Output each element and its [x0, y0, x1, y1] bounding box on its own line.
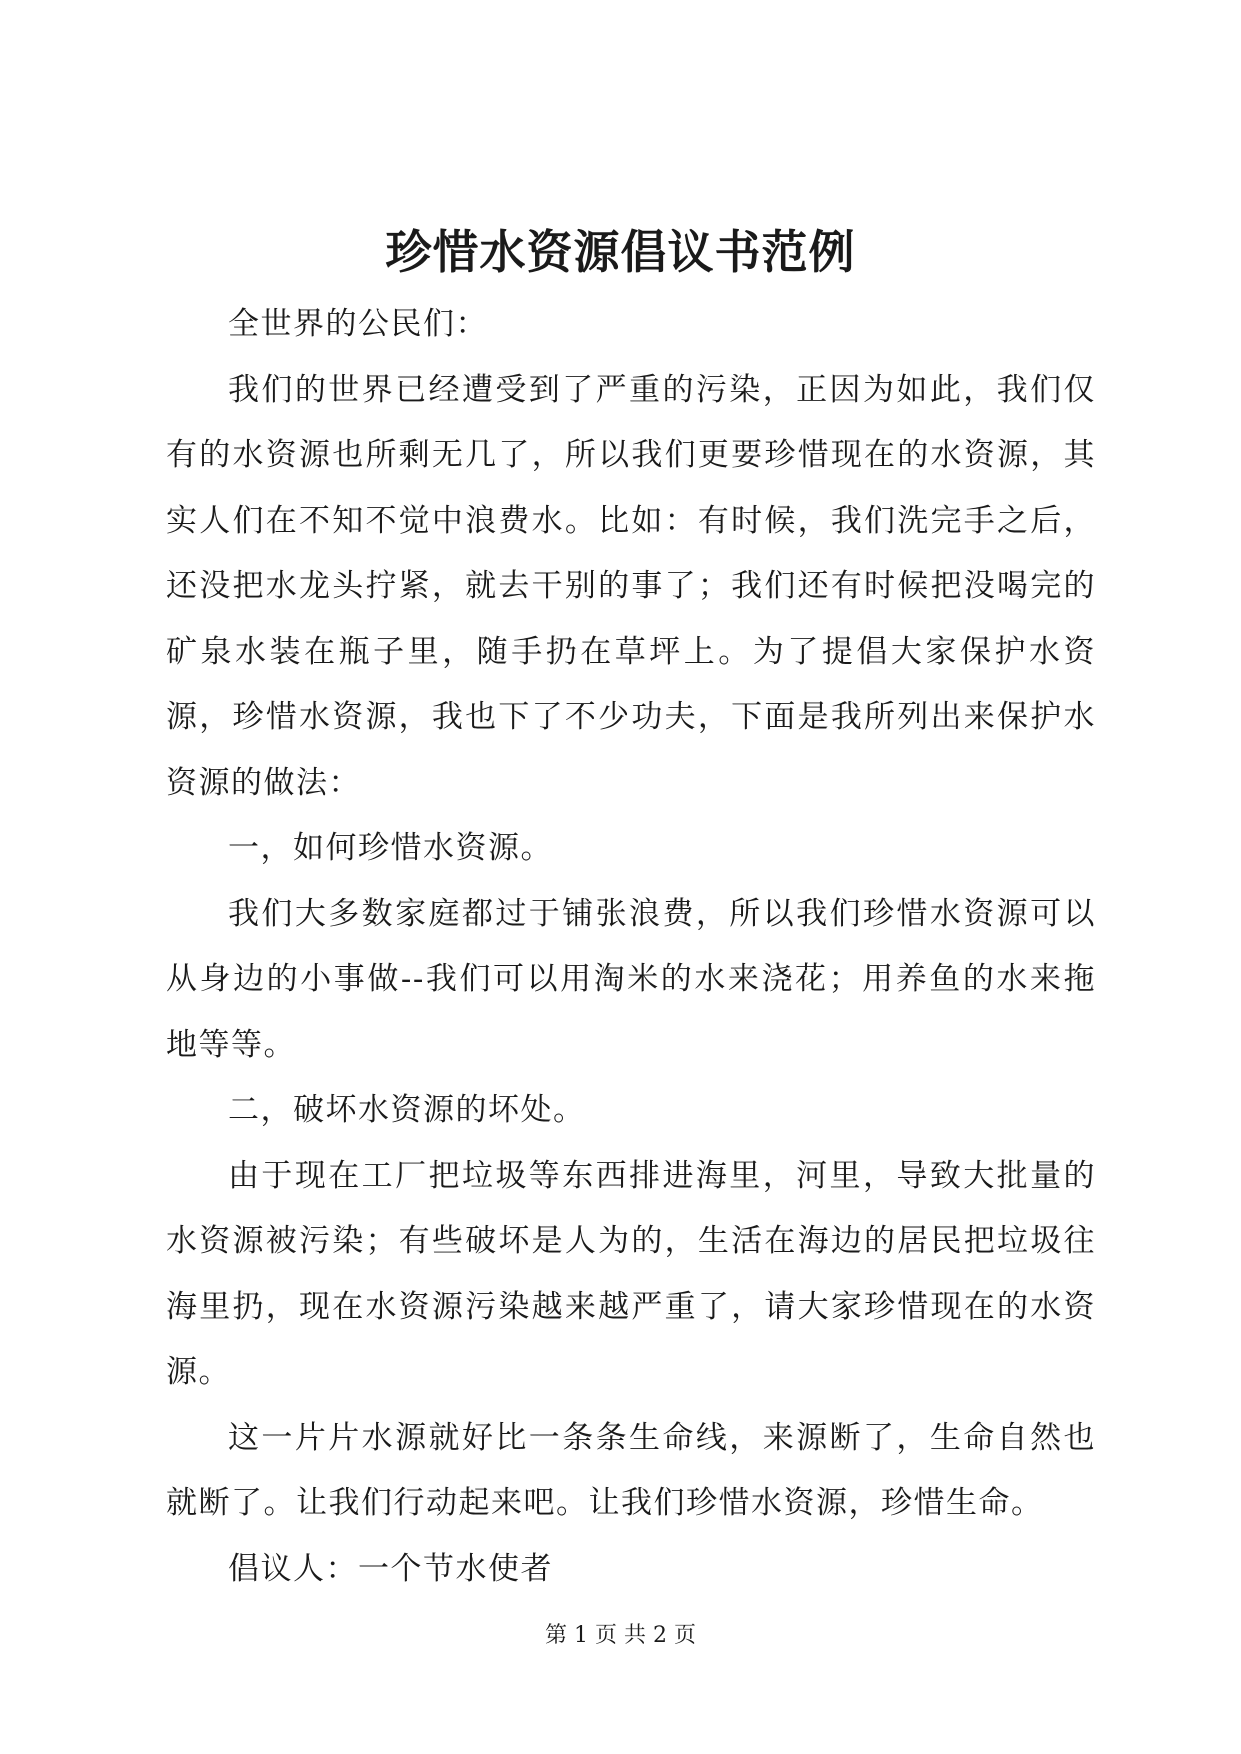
document-title: 珍惜水资源倡议书范例: [385, 225, 856, 279]
paragraph-section-2: 由于现在工厂把垃圾等东西排进海里，河里，导致大批量的水资源被污染；有些破坏是人为的，生活在海边的居民把垃圾往海里扔，现在水资源污染越来越严重了，请大家珍惜现在的水资源。: [166, 1157, 1096, 1390]
document-body: [166, 292, 1096, 1602]
paragraph-closing: 这一片片水源就好比一条条生命线，来源断了，生命自然也就断了。让我们行动起来吧。让我们珍惜水资源，珍惜生命。: [166, 1419, 1096, 1521]
page-number-footer: 第 1 页 共 2 页: [545, 1623, 696, 1648]
paragraph-intro: 我们的世界已经遭受到了严重的污染，正因为如此，我们仅有的水资源也所剩无几了，所以我们更要珍惜现在的水资源，其实人们在不知不觉中浪费水。比如：有时候，我们洗完手之后，还没把水龙头拧紧，就去干别的事了；我们还有时候把没喝完的矿泉水装在瓶子里，随手扔在草坪上。为了提倡大家保护水资源，珍惜水资源，我也下了不少功夫，下面是我所列出来保护水资源的做法：: [166, 371, 1096, 801]
section-heading-2: 二，破坏水资源的坏处。: [228, 1092, 586, 1128]
section-heading-1: 一，如何珍惜水资源。: [228, 830, 553, 866]
signature-line: 倡议人：一个节水使者: [228, 1550, 553, 1587]
salutation: 全世界的公民们：: [228, 306, 488, 342]
paragraph-section-1: 我们大多数家庭都过于铺张浪费，所以我们珍惜水资源可以从身边的小事做--我们可以用淘米的水来浇花；用养鱼的水来拖地等等。: [166, 895, 1096, 1063]
